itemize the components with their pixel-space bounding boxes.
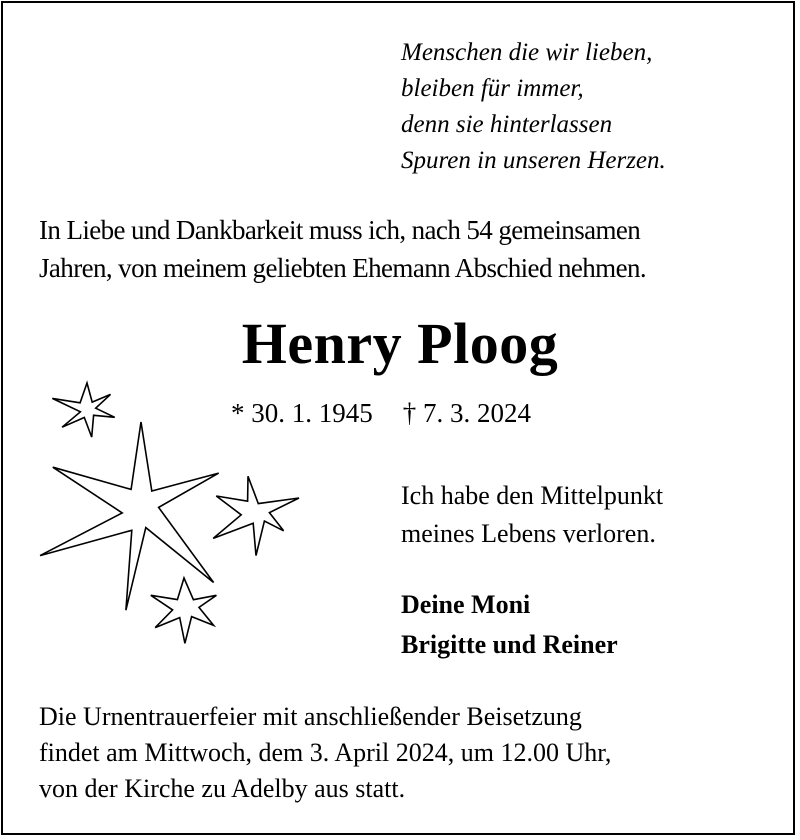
obituary-card	[1, 1, 795, 835]
quote-line: meines Lebens verloren.	[401, 519, 656, 548]
service-line: Die Urnentrauerfeier mit anschließender Beisetzung	[39, 702, 582, 731]
service-info	[39, 699, 611, 807]
signer: Brigitte und Reiner	[401, 630, 618, 659]
star-large-icon	[40, 422, 219, 610]
signer: Deine Moni	[401, 590, 531, 619]
service-line: findet am Mittwoch, dem 3. April 2024, um 12.00 Uhr,	[39, 738, 612, 767]
poem-line: Spuren in unseren Herzen.	[401, 147, 666, 174]
service-line: von der Kirche zu Adelby aus statt.	[39, 774, 406, 803]
star-small-top-icon	[52, 383, 114, 437]
stars-icon	[33, 378, 333, 658]
birth-date: * 30. 1. 1945	[231, 398, 373, 428]
intro-text	[39, 211, 646, 287]
poem-line: bleiben für immer,	[401, 75, 584, 102]
intro-line: In Liebe und Dankbarkeit muss ich, nach 54 gemeinsamen	[39, 215, 641, 245]
memorial-poem	[401, 35, 666, 179]
quote-line: Ich habe den Mittelpunkt	[401, 481, 664, 510]
star-small-bottom-icon	[151, 578, 217, 643]
death-date: † 7. 3. 2024	[402, 398, 531, 428]
intro-line: Jahren, von meinem geliebten Ehemann Abschied nehmen.	[39, 253, 647, 283]
poem-line: denn sie hinterlassen	[401, 111, 613, 138]
personal-quote	[401, 477, 663, 553]
deceased-name: Henry Ploog	[241, 311, 559, 376]
signers	[401, 585, 618, 665]
star-medium-icon	[213, 476, 299, 555]
poem-line: Menschen die wir lieben,	[401, 39, 653, 66]
